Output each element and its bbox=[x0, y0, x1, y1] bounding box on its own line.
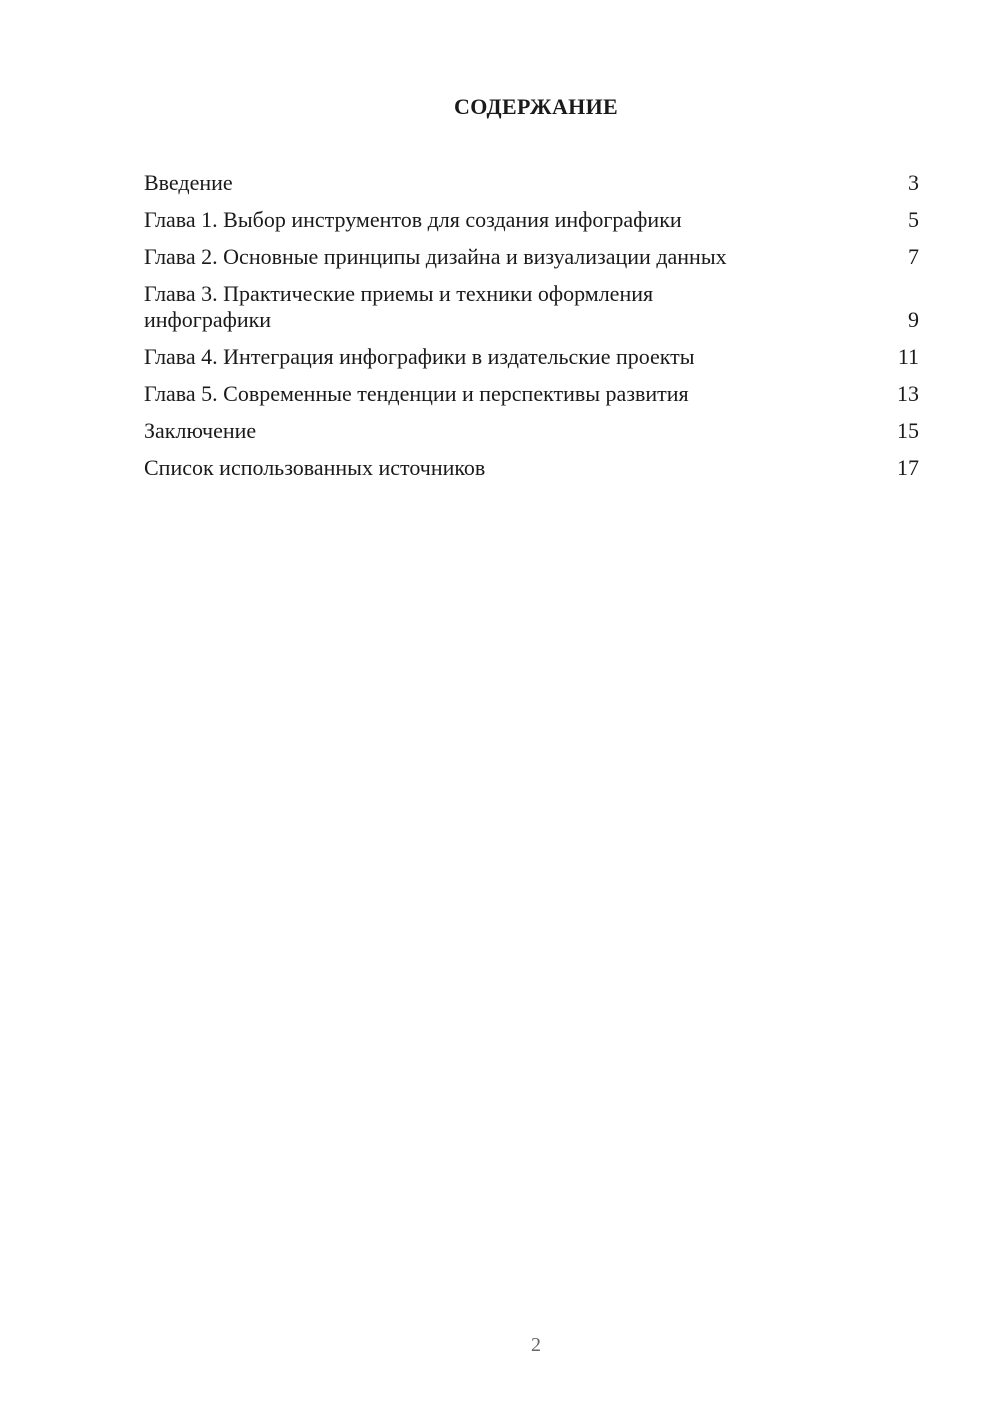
toc-entry-introduction[interactable] bbox=[144, 170, 919, 196]
toc-entry-page: 3 bbox=[908, 170, 919, 195]
toc-entry-title: Глава 5. Современные тенденции и перспективы развития bbox=[144, 381, 689, 406]
toc-entry-conclusion[interactable] bbox=[144, 418, 919, 444]
toc-heading: СОДЕРЖАНИЕ bbox=[454, 94, 618, 119]
toc-entry-page: 7 bbox=[908, 244, 919, 269]
table-of-contents bbox=[144, 170, 919, 492]
toc-entry-page: 13 bbox=[897, 381, 919, 406]
toc-entry-title: Список использованных источников bbox=[144, 455, 486, 480]
toc-entry-page: 17 bbox=[897, 455, 919, 480]
toc-entry-chapter-5[interactable] bbox=[144, 381, 919, 407]
toc-entry-chapter-4[interactable] bbox=[144, 344, 919, 370]
toc-entry-chapter-1[interactable] bbox=[144, 207, 919, 233]
toc-entry-title: Глава 2. Основные принципы дизайна и визуализации данных bbox=[144, 244, 727, 269]
page-number: 2 bbox=[531, 1334, 541, 1356]
toc-entry-chapter-2[interactable] bbox=[144, 244, 919, 270]
toc-entry-title: Глава 3. Практические приемы и техники оформления инфографики bbox=[144, 281, 654, 332]
toc-entry-page: 15 bbox=[897, 418, 919, 443]
toc-entry-title: Введение bbox=[144, 170, 233, 195]
toc-entry-page: 11 bbox=[897, 344, 919, 369]
toc-entry-chapter-3[interactable] bbox=[144, 281, 919, 333]
toc-entry-title: Заключение bbox=[144, 418, 257, 443]
toc-entry-page: 9 bbox=[908, 307, 919, 332]
toc-entry-title: Глава 4. Интеграция инфографики в издательские проекты bbox=[144, 344, 695, 369]
toc-entry-references[interactable] bbox=[144, 455, 919, 481]
toc-entry-page: 5 bbox=[908, 207, 919, 232]
toc-entry-title: Глава 1. Выбор инструментов для создания инфографики bbox=[144, 207, 682, 232]
